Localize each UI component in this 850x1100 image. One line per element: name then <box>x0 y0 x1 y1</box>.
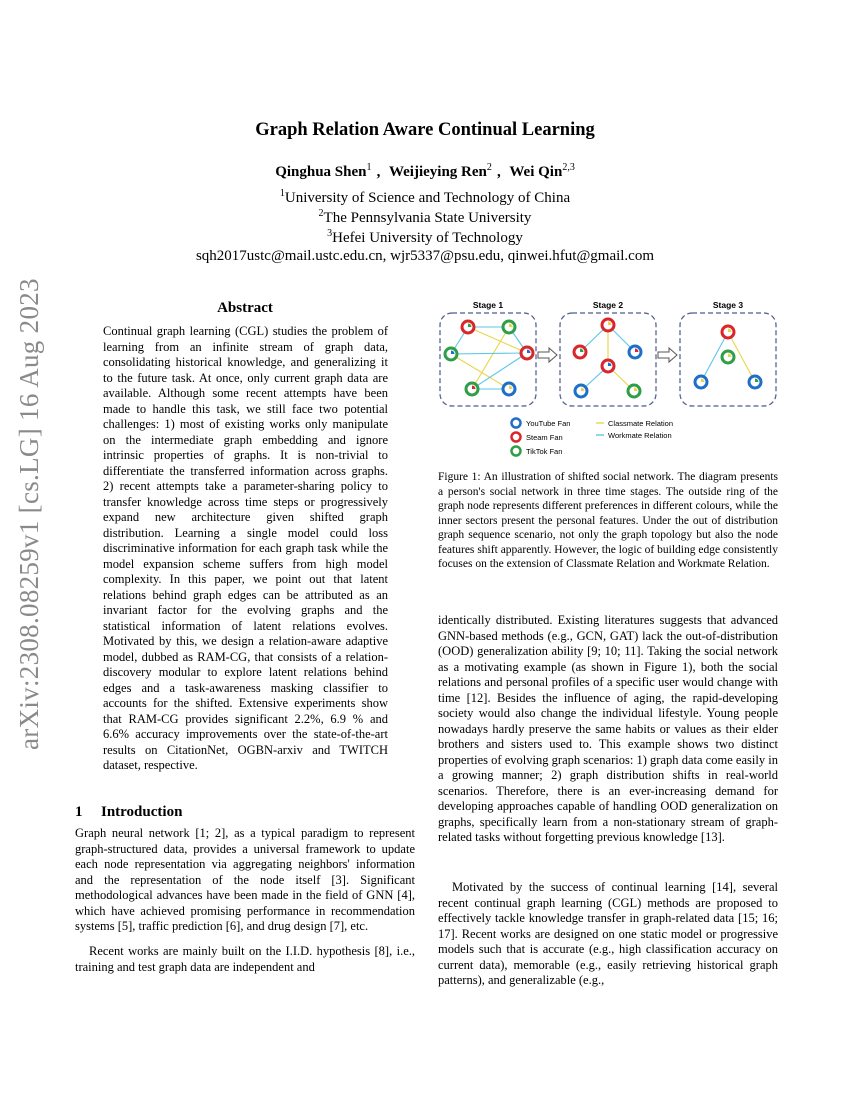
arxiv-sidebar-stamp: arXiv:2308.08259v1 [cs.LG] 16 Aug 2023 <box>14 278 44 750</box>
stage-label: Stage 2 <box>592 300 624 310</box>
figure-1-caption: Figure 1: An illustration of shifted social network. The diagram presents a person's social network in three time stages. The outside ring of the graph node represents different preferences in different colours, while the inner sectors present the personal features. Under the out of distribution graph sequence scenario, not only the graph topology but also the node features shift apparently. However, the logic of building edge consistently focuses on the extension of Classmate Relation and Workmate Relation. <box>438 471 778 570</box>
stage-1-edges <box>451 327 527 389</box>
legend-label: Workmate Relation <box>608 431 672 440</box>
stage-3-nodes <box>695 326 761 388</box>
paper-title: Graph Relation Aware Continual Learning <box>255 120 595 140</box>
author-name: Weijieying Ren <box>388 164 487 180</box>
abstract-body: Continual graph learning (CGL) studies the problem of learning from an infinite stream of graph data, consolidating historical knowledge, and generalizing it to the future task. At once, only current graph data are available. Although some recent attempts have been made to handle this task, we still face two potential challenges: 1) most of existing works only manipulate on the intermediate graph embedding and ignore intrinsic properties of graphs. It is non-trivial to differentiate the transferred information across graphs. 2) recent attempts take a parameter-sharing policy to transfer knowledge across time steps or progressively expand new architecture given shifted graph distribution. Learning a single model could loss discriminative information for each graph task while the model expansion scheme suffers from high model complexity. In this paper, we point out that latent relations behind graph edges can be attributed as an invariant factor for the evolving graphs and the statistical information of latent relations evolves. Motivated by this, we design a relation-aware adaptive model, dubbed as RAM-CG, that consists of a relation-discovery modular to explore latent relations behind edges and a task-awareness masking classifier to accounts for the shifted. Extensive experiments show that RAM-CG provides significant 2.2%, 6.9 % and 6.6% accuracy improvements over the state-of-the-art results on CitationNet, OGBN-arxiv and TWITCH dataset, respective. <box>103 324 388 772</box>
affiliation-sup: 3 <box>327 228 333 239</box>
section-title: Introduction <box>101 804 183 820</box>
author-sup: 1 <box>366 162 372 173</box>
arrow-icon <box>658 348 677 362</box>
intro-paragraph-1: Graph neural network [1; 2], as a typical paradigm to represent graph-structured data, provides a universal framework to update each node representation via aggregating neighbors' information and the representation of the node itself [3]. Significant methodological advances have been made in the field of GNN [4], which have achieved promising performance in recommendation systems [5], traffic prediction [6], and drug design [7], etc. <box>75 826 415 933</box>
legend-label: Classmate Relation <box>608 419 674 428</box>
author-sup: 2,3 <box>562 162 575 173</box>
author-emails: sqh2017ustc@mail.ustc.edu.cn, wjr5337@psu.edu, qinwei.hfut@gmail.com <box>195 248 655 264</box>
figure-1-diagram <box>438 297 778 462</box>
youtube-fan-legend-icon <box>512 419 521 428</box>
right-paragraph-1: identically distributed. Existing literatures suggests that advanced GNN-based methods (e.g., GCN, GAT) lack the out-of-distribution (OOD) generalization ability [9; 10; 11]. Taking the social network as a motivating example (as shown in Figure 1), both the social relations and personal profiles of a specific user would change with time [12]. Besides the influence of aging, the rapid-developing society would also change the individual lifestyle. Young people nowadays hardly preserve the same habits or values as their elder brothers and sisters used to. This example shows two distinct properties of evolving graph scenarios: 1) graph data come easily in a growing manner; 2) graph distribution shifts in real-world scenarios. Therefore, there is an ever-increasing demand for developing approaches capable of handling OOD generalization on graphs, specifically learn from a non-stationary stream of graph-related tasks without forgetting previous knowledge [13]. <box>438 613 778 844</box>
author-list: Qinghua Shen$^1$ , Weijieying Ren$^2$ , Wei Qin$^{2,3}$ <box>275 162 575 180</box>
section-heading-introduction <box>75 804 182 821</box>
stage-label: Stage 3 <box>712 300 744 310</box>
affiliation-3 <box>0 228 850 247</box>
affiliation-1 <box>0 188 850 207</box>
legend-label: YouTube Fan <box>526 419 571 428</box>
intro-paragraph-2: Recent works are mainly built on the I.I.D. hypothesis [8], i.e., training and test graph data are independent and <box>75 944 415 974</box>
tiktok-fan-legend-icon <box>512 447 521 456</box>
stage-label: Stage 1 <box>472 300 504 310</box>
right-paragraph-2: Motivated by the success of continual learning [14], several recent continual graph learning (CGL) methods are proposed to effectively tackle knowledge transfer in graph-related data [15; 16; 17]. Recent works are designed on one static model or progressive models such that is accurate (e.g., high classification accuracy on current data), memorable (e.g., easily retrieving historical graph patterns), and generalizable (e.g., <box>438 880 778 987</box>
legend-label: Steam Fan <box>526 433 563 442</box>
stage-2-edges <box>580 325 635 391</box>
affiliation-name: Hefei University of Technology <box>332 230 523 246</box>
affiliation-sup: 1 <box>279 188 285 199</box>
affiliation-name: The Pennsylvania State University <box>323 210 532 226</box>
affiliation-2 <box>0 208 850 227</box>
steam-fan-legend-icon <box>512 433 521 442</box>
author-name: Qinghua Shen <box>275 164 367 180</box>
legend <box>512 419 674 457</box>
author-name: Wei Qin <box>509 164 563 180</box>
affiliation-name: University of Science and Technology of China <box>284 190 571 206</box>
arrow-icon <box>538 348 557 362</box>
abstract-heading: Abstract <box>217 300 273 316</box>
legend-label: TikTok Fan <box>526 447 563 456</box>
section-number: 1 <box>75 804 83 820</box>
affiliation-sup: 2 <box>318 208 324 219</box>
author-sup: 2 <box>486 162 492 173</box>
